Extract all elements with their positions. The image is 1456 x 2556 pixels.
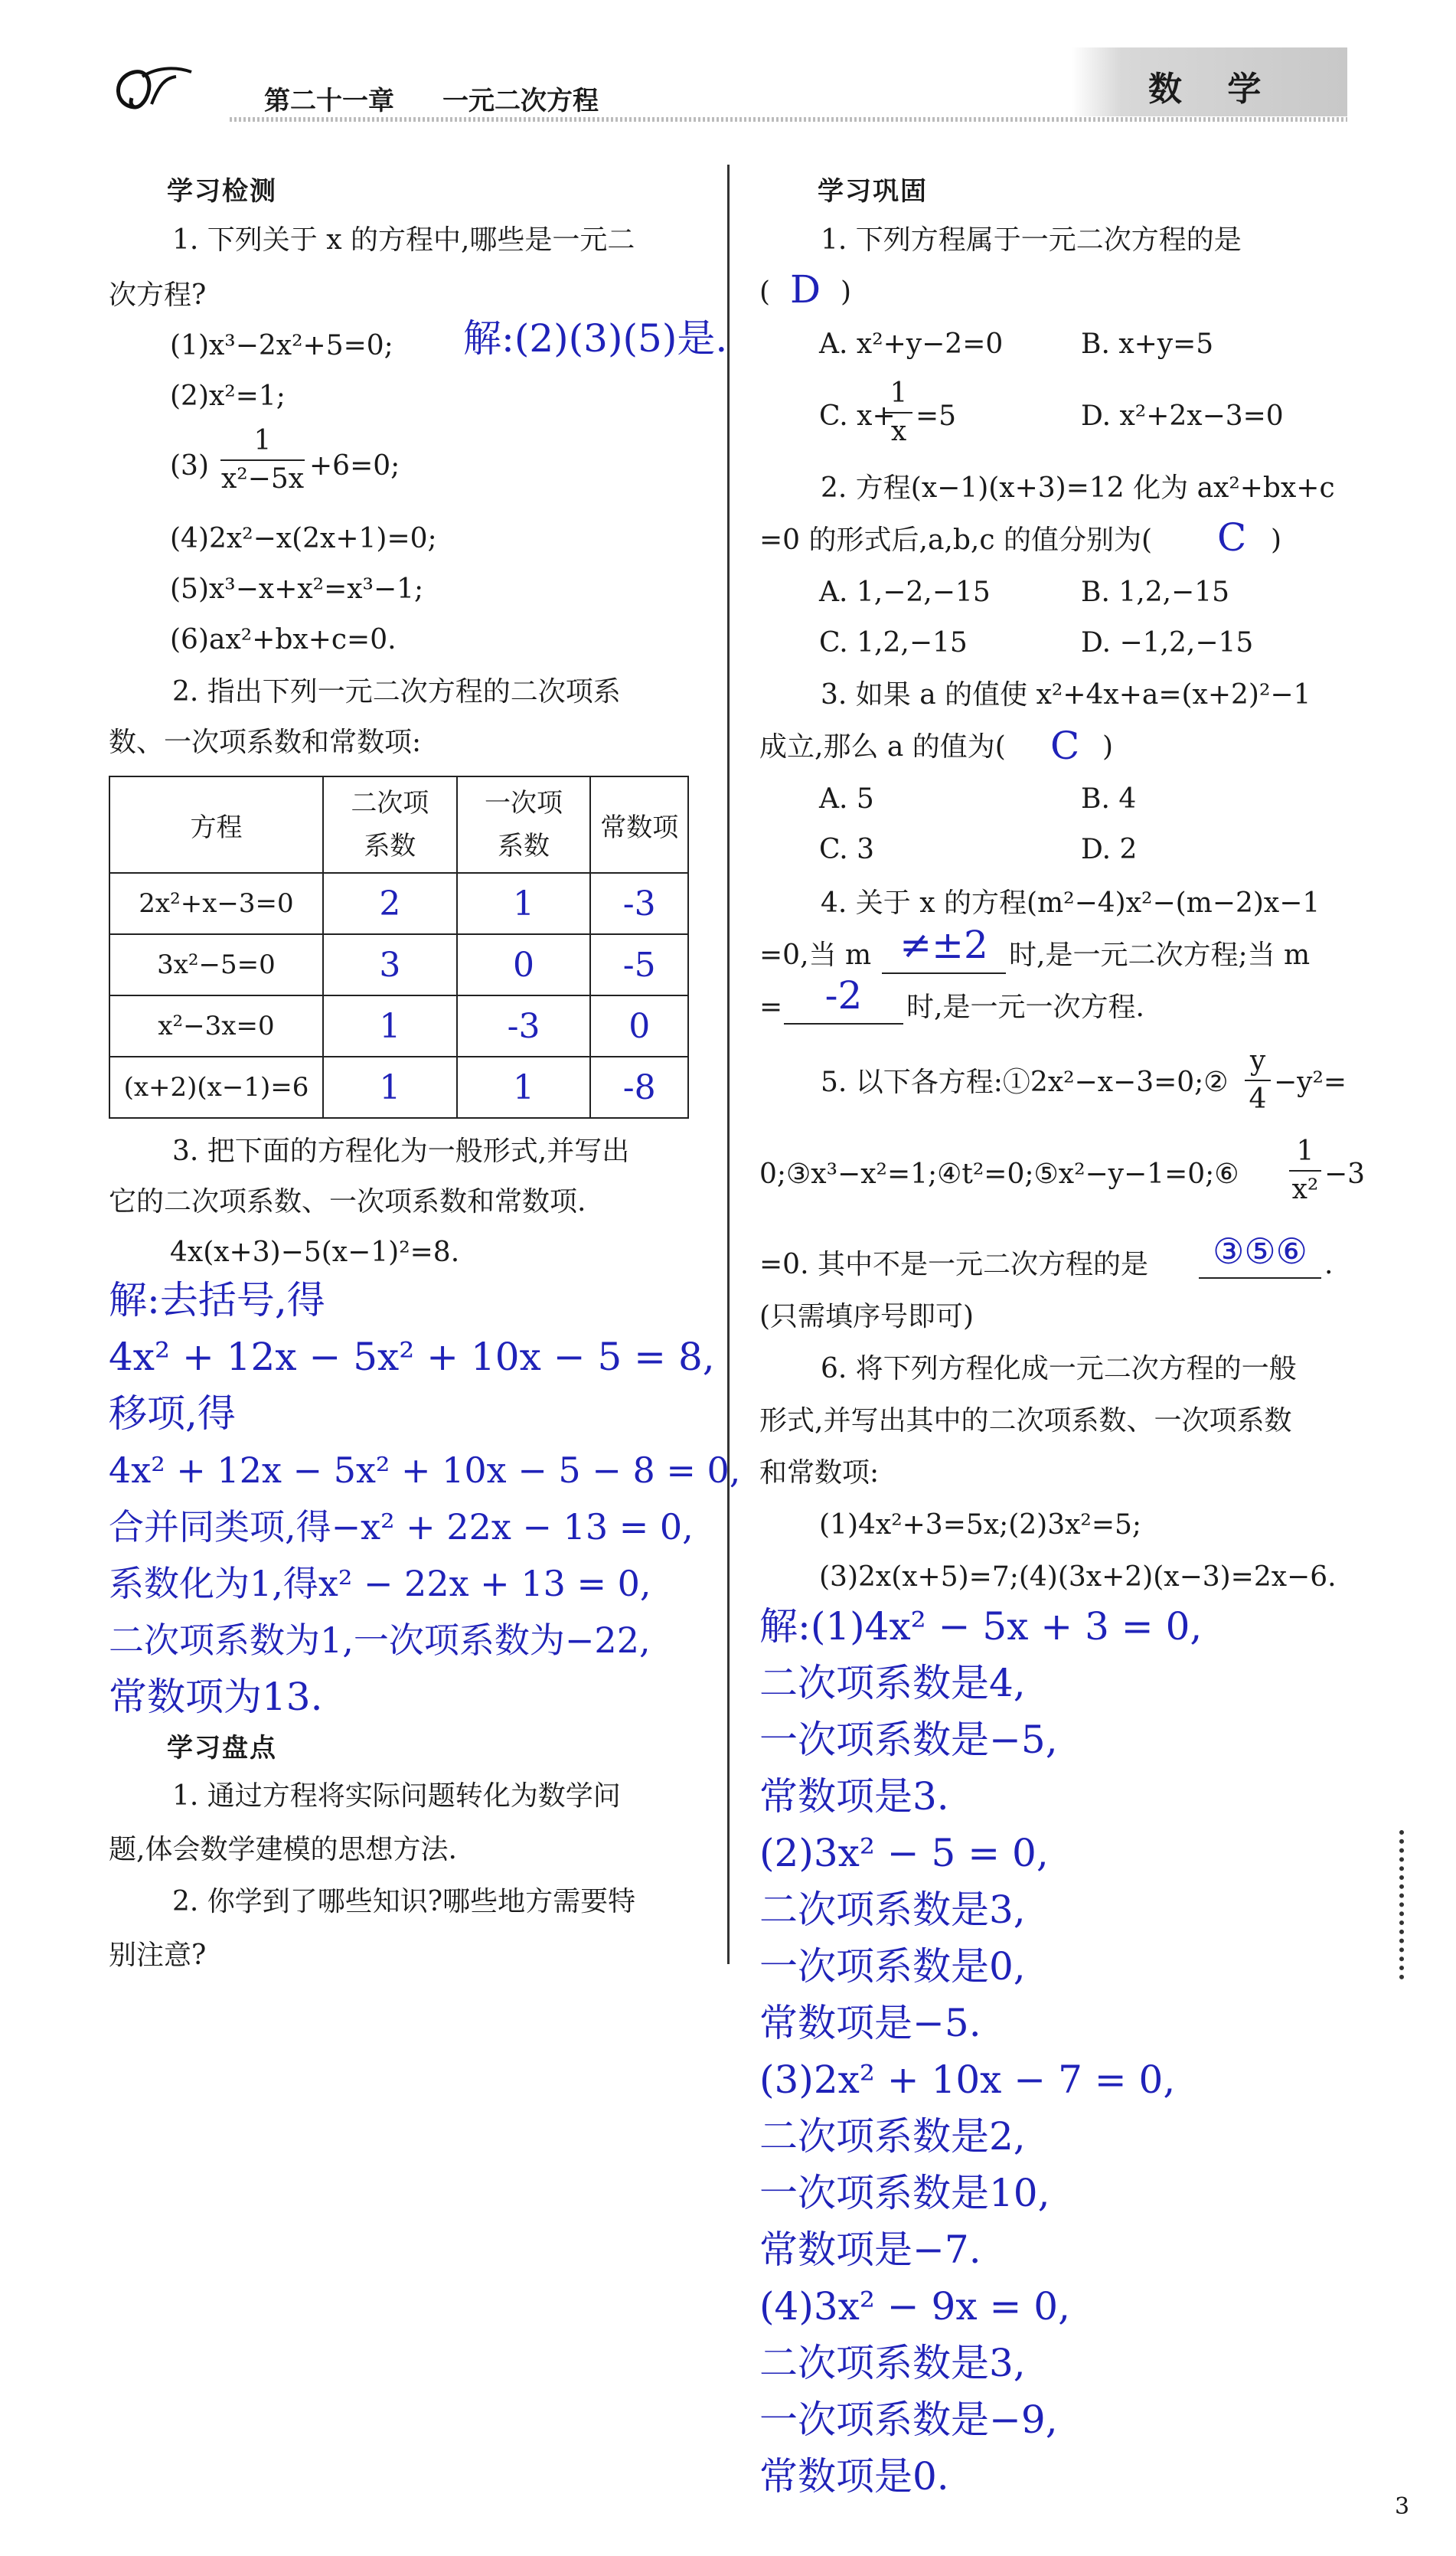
- q1-item: (1)x³−2x²+5=0;: [170, 330, 393, 361]
- page-number: 3: [1395, 2493, 1410, 2520]
- rq4-stem: 4. 关于 x 的方程(m²−4)x²−(m−2)x−1: [821, 887, 1321, 919]
- rq2-paren: ): [1271, 525, 1282, 556]
- rq1-option: C. x+: [819, 400, 896, 432]
- table-cell-answer: -8: [590, 1057, 688, 1118]
- rq6-answer-line: 二次项系数是3,: [759, 2341, 1026, 2385]
- section-heading-summary: 学习盘点: [167, 1733, 277, 1763]
- header-subject: 数 学: [1148, 70, 1278, 109]
- rq6-answer-line: 二次项系数是2,: [759, 2114, 1026, 2159]
- fraction-numerator: y: [1249, 1045, 1266, 1077]
- q1-item-prefix: (3): [170, 450, 209, 482]
- table-header: 常数项: [590, 776, 688, 873]
- rq1-option: D. x²+2x−3=0: [1081, 400, 1284, 432]
- fraction-numerator: 1: [1296, 1136, 1314, 1167]
- rq6-answer-line: 常数项是−7.: [759, 2228, 981, 2272]
- table-cell-answer: 0: [590, 995, 688, 1057]
- rq2-option: D. −1,2,−15: [1081, 627, 1254, 659]
- rq3-option: B. 4: [1081, 783, 1137, 815]
- rq6-answer-line: 常数项是−5.: [759, 2001, 981, 2045]
- rq6-equations: (3)2x(x+5)=7;(4)(3x+2)(x−3)=2x−6.: [819, 1561, 1337, 1593]
- summary-line: 2. 你学到了哪些知识?哪些地方需要特: [172, 1886, 636, 1917]
- table-row: [109, 873, 688, 934]
- rq6-answer-line: (4)3x² − 9x = 0,: [759, 2284, 1070, 2329]
- rq1-fraction: [885, 375, 912, 450]
- rq4-stem: =0,当 m: [759, 940, 872, 971]
- rq6-answer-line: 二次项系数是4,: [759, 1661, 1026, 1705]
- table-row: [109, 1057, 688, 1118]
- rq2-stem: 2. 方程(x−1)(x+3)=12 化为 ax²+bx+c: [821, 472, 1335, 504]
- q3-stem: 3. 把下面的方程化为一般形式,并写出: [172, 1136, 630, 1167]
- rq3-option: C. 3: [819, 834, 875, 865]
- table-cell-answer: -3: [590, 873, 688, 934]
- table-header-row: [109, 776, 688, 873]
- rq6-answer-line: 一次项系数是−9,: [759, 2397, 1058, 2442]
- table-row: [109, 995, 688, 1057]
- rq6-answer-line: 常数项是3.: [759, 1774, 949, 1819]
- rq5-stem: −y²=: [1274, 1067, 1347, 1098]
- rq2-answer: C: [1217, 515, 1247, 560]
- rq2-stem: =0 的形式后,a,b,c 的值分别为(: [759, 525, 1153, 556]
- rq6-answer-line: (3)2x² + 10x − 7 = 0,: [759, 2058, 1176, 2102]
- header-subject-tab: [1072, 47, 1347, 116]
- header-chapter: 第二十一章: [264, 86, 394, 116]
- rq5-stem: =0. 其中不是一元二次方程的是: [759, 1249, 1148, 1280]
- table-cell-answer: 1: [457, 873, 591, 934]
- rq3-answer: C: [1050, 724, 1080, 768]
- table-row: [109, 934, 688, 995]
- rq4-answer-1: ≠±2: [899, 923, 988, 967]
- fraction-denominator: 4: [1249, 1084, 1267, 1115]
- q1-item: (6)ax²+bx+c=0.: [170, 624, 397, 655]
- fraction-denominator: x²: [1291, 1174, 1319, 1205]
- rq3-option: A. 5: [819, 783, 874, 815]
- rq4-blank-2: [784, 974, 903, 1025]
- header-logo-icon: [106, 61, 198, 123]
- rq5-stem: 0;③x³−x²=1;④t²=0;⑤x²−y−1=0;⑥: [759, 1159, 1239, 1190]
- q1-stem: 1. 下列关于 x 的方程中,哪些是一元二: [172, 224, 635, 256]
- table-cell-answer: 0: [457, 934, 591, 995]
- rq4-stem: 时,是一元一次方程.: [906, 992, 1144, 1023]
- q3-answer-line: 系数化为1,得x² − 22x + 13 = 0,: [109, 1563, 651, 1604]
- table-cell-equation: x²−3x=0: [109, 995, 323, 1057]
- fraction-numerator: 1: [890, 378, 908, 409]
- table-header: 一次项系数: [457, 776, 591, 873]
- rq6-answer-line: 一次项系数是10,: [759, 2171, 1050, 2215]
- rq5-stem: −3: [1324, 1159, 1366, 1190]
- q3-answer-line: 4x² + 12x − 5x² + 10x − 5 − 8 = 0,: [109, 1450, 741, 1491]
- q3-answer-line: 二次项系数为1,一次项系数为−22,: [109, 1620, 651, 1661]
- table-cell-equation: 2x²+x−3=0: [109, 873, 323, 934]
- table-cell-equation: (x+2)(x−1)=6: [109, 1057, 323, 1118]
- rq1-option: B. x+y=5: [1081, 328, 1214, 360]
- q1-item: +6=0;: [309, 450, 400, 482]
- table-cell-answer: 3: [323, 934, 457, 995]
- table-cell-answer: 1: [323, 995, 457, 1057]
- rq5-stem: .: [1324, 1249, 1334, 1280]
- rq3-option: D. 2: [1081, 834, 1138, 865]
- rq6-answer-line: 一次项系数是−5,: [759, 1718, 1058, 1762]
- table-cell-equation: 3x²−5=0: [109, 934, 323, 995]
- q2-stem: 数、一次项系数和常数项:: [109, 727, 422, 758]
- rq6-equations: (1)4x²+3=5x;(2)3x²=5;: [819, 1509, 1142, 1541]
- rq4-stem: =: [759, 992, 783, 1023]
- rq6-stem: 和常数项:: [759, 1457, 880, 1489]
- q3-answer-line: 合并同类项,得−x² + 22x − 13 = 0,: [109, 1506, 694, 1548]
- rq5-stem: 5. 以下各方程:①2x²−x−3=0;②: [821, 1067, 1229, 1098]
- summary-line: 别注意?: [109, 1940, 207, 1971]
- rq1-paren: (: [759, 276, 771, 308]
- q3-answer-line: 解:去括号,得: [109, 1278, 325, 1322]
- section-heading-check: 学习检测: [167, 176, 277, 207]
- q3-answer-line: 移项,得: [109, 1391, 236, 1436]
- rq6-stem: 形式,并写出其中的二次项系数、一次项系数: [759, 1405, 1292, 1437]
- rq6-answer-line: (2)3x² − 5 = 0,: [759, 1831, 1049, 1875]
- header-title: 一元二次方程: [442, 86, 599, 116]
- q3-answer-line: 4x² + 12x − 5x² + 10x − 5 = 8,: [109, 1335, 715, 1379]
- rq6-answer-line: 一次项系数是0,: [759, 1944, 1026, 1989]
- rq3-paren: ): [1102, 731, 1114, 763]
- rq3-stem: 3. 如果 a 的值使 x²+4x+a=(x+2)²−1: [821, 679, 1311, 711]
- section-heading-consolidate: 学习巩固: [818, 176, 928, 207]
- rq2-option: A. 1,−2,−15: [819, 577, 991, 608]
- q1-fraction: [220, 423, 305, 498]
- rq5-blank: [1199, 1228, 1321, 1279]
- rq5-fraction: [1289, 1133, 1321, 1208]
- q3-equation: 4x(x+3)−5(x−1)²=8.: [170, 1237, 460, 1268]
- q1-answer: 解:(2)(3)(5)是.: [463, 316, 728, 361]
- rq1-stem: 1. 下列方程属于一元二次方程的是: [821, 224, 1242, 256]
- rq5-note: (只需填序号即可): [759, 1301, 974, 1332]
- table-cell-answer: 1: [457, 1057, 591, 1118]
- table-cell-answer: -5: [590, 934, 688, 995]
- table-cell-answer: -3: [457, 995, 591, 1057]
- column-divider: [727, 165, 730, 1964]
- q1-stem: 次方程?: [109, 279, 207, 311]
- table-header: 方程: [109, 776, 323, 873]
- rq3-stem: 成立,那么 a 的值为(: [759, 731, 1006, 763]
- rq1-paren: ): [841, 276, 852, 308]
- rq4-stem: 时,是一元二次方程;当 m: [1009, 940, 1311, 971]
- rq4-answer-2: -2: [824, 973, 863, 1018]
- coefficient-table: [109, 776, 689, 1119]
- rq6-answer-line: 二次项系数是3,: [759, 1888, 1026, 1932]
- rq5-answer: ③⑤⑥: [1213, 1231, 1307, 1272]
- rq5-fraction: [1245, 1043, 1271, 1118]
- fraction-numerator: 1: [253, 425, 272, 456]
- rq6-stem: 6. 将下列方程化成一元二次方程的一般: [821, 1353, 1297, 1384]
- rq1-option: =5: [916, 400, 957, 432]
- rq1-answer: D: [790, 267, 821, 312]
- rq2-option: C. 1,2,−15: [819, 627, 968, 659]
- rq6-answer-line: 解:(1)4x² − 5x + 3 = 0,: [759, 1604, 1203, 1649]
- q1-item: (2)x²=1;: [170, 381, 286, 412]
- rq2-option: B. 1,2,−15: [1081, 577, 1230, 608]
- q1-item: (4)2x²−x(2x+1)=0;: [170, 523, 437, 554]
- rq4-blank-1: [882, 923, 1006, 974]
- table-cell-answer: 1: [323, 1057, 457, 1118]
- summary-line: 题,体会数学建模的思想方法.: [109, 1834, 457, 1865]
- rq6-answer-line: 常数项是0.: [759, 2454, 949, 2499]
- table-header: 二次项系数: [323, 776, 457, 873]
- summary-line: 1. 通过方程将实际问题转化为数学问: [172, 1780, 621, 1812]
- q3-stem: 它的二次项系数、一次项系数和常数项.: [109, 1186, 586, 1218]
- fraction-denominator: x: [890, 416, 907, 447]
- q1-item: (5)x³−x+x²=x³−1;: [170, 574, 424, 605]
- fraction-denominator: x²−5x: [220, 463, 305, 495]
- rq1-option: A. x²+y−2=0: [819, 328, 1004, 360]
- table-cell-answer: 2: [323, 873, 457, 934]
- margin-dots: [1399, 1830, 1409, 1979]
- q3-answer-line: 常数项为13.: [109, 1675, 323, 1719]
- q2-stem: 2. 指出下列一元二次方程的二次项系: [172, 676, 621, 708]
